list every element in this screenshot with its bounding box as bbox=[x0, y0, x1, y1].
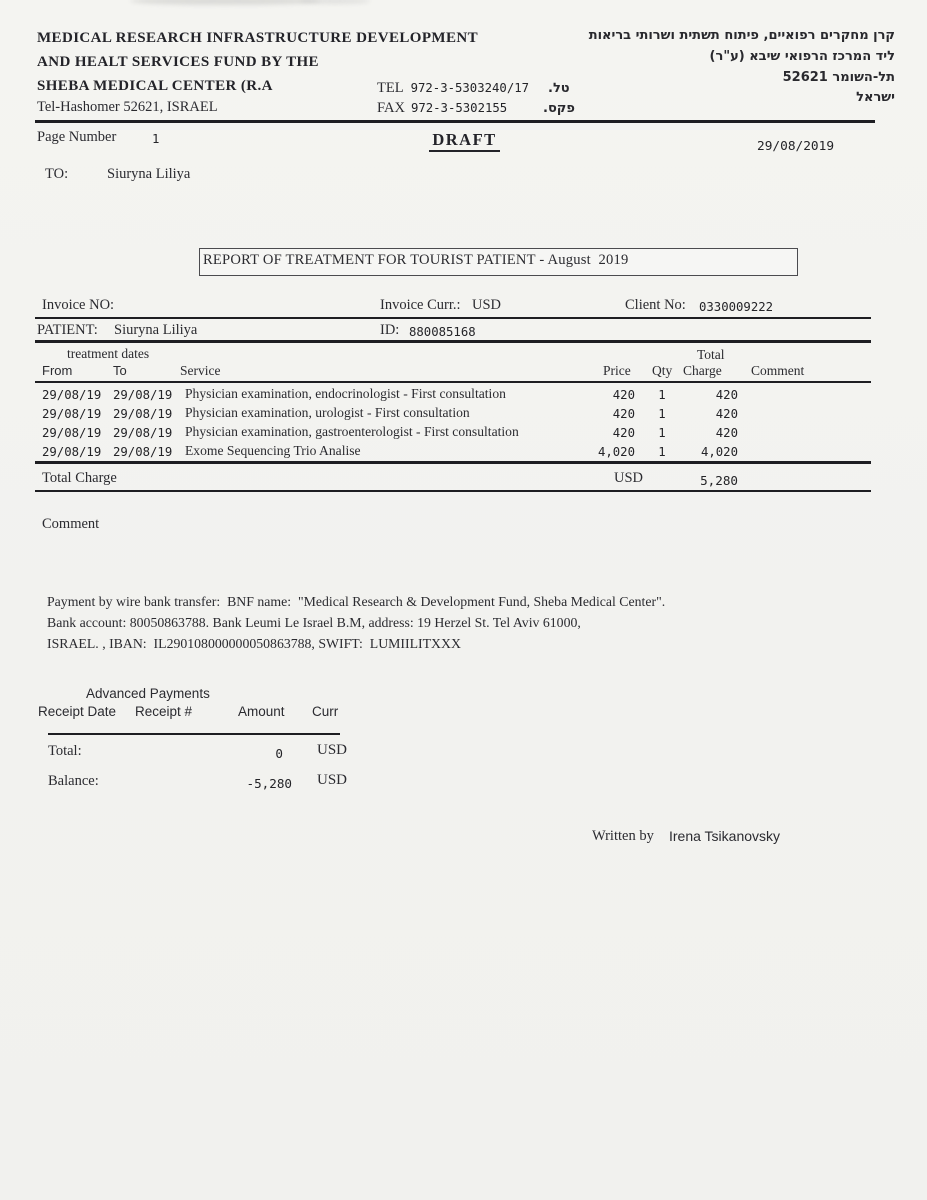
advanced-balance-label: Balance: bbox=[48, 773, 99, 789]
row-to-date: 29/08/19 bbox=[113, 388, 173, 402]
col-header-service: Service bbox=[180, 363, 221, 378]
total-charge-currency: USD bbox=[614, 470, 644, 486]
fax-label-hebrew: פקס. bbox=[543, 101, 575, 116]
row-to-date: 29/08/19 bbox=[113, 426, 173, 440]
row-service: Physician examination, endocrinologist - First consultation bbox=[185, 386, 506, 401]
advanced-balance-amount: -5,280 bbox=[246, 776, 292, 791]
draft-stamp: DRAFT bbox=[397, 130, 532, 150]
row-qty: 1 bbox=[658, 388, 666, 402]
row-to-date: 29/08/19 bbox=[113, 407, 173, 421]
written-by-label: Written by bbox=[592, 828, 654, 844]
table-header-divider bbox=[35, 381, 871, 383]
row-from-date: 29/08/19 bbox=[42, 426, 102, 440]
col-header-charge: Charge bbox=[683, 363, 722, 378]
row-from-date: 29/08/19 bbox=[42, 388, 102, 402]
advanced-total-amount: 0 bbox=[275, 746, 283, 761]
patient-id-value: 880085168 bbox=[409, 325, 476, 339]
invoice-curr-value: USD bbox=[472, 297, 502, 313]
org-hebrew-line-3: תל-השומר 52621 bbox=[782, 70, 895, 85]
client-no-value: 0330009222 bbox=[699, 300, 774, 314]
client-no-label: Client No: bbox=[625, 297, 686, 313]
invoice-divider bbox=[35, 317, 871, 319]
row-service: Physician examination, gastroenterologist - First consultation bbox=[185, 424, 519, 439]
org-name-line-1: MEDICAL RESEARCH INFRASTRUCTURE DEVELOPMENT bbox=[37, 30, 479, 46]
advanced-total-label: Total: bbox=[48, 743, 82, 759]
scan-artifact bbox=[130, 0, 320, 5]
row-price: 420 bbox=[612, 426, 635, 440]
patient-id-label: ID: bbox=[380, 322, 400, 338]
document-date: 29/08/2019 bbox=[757, 139, 835, 154]
row-price: 420 bbox=[612, 388, 635, 402]
col-header-curr: Curr bbox=[312, 704, 339, 719]
row-qty: 1 bbox=[658, 445, 666, 459]
col-header-to: To bbox=[113, 363, 127, 378]
invoice-curr-label: Invoice Curr.: bbox=[380, 297, 461, 313]
row-service: Exome Sequencing Trio Analise bbox=[185, 443, 361, 458]
col-header-receipt-date: Receipt Date bbox=[38, 704, 117, 719]
advanced-payments-title: Advanced Payments bbox=[86, 686, 210, 701]
page-number-label: Page Number bbox=[37, 129, 117, 145]
tel-label-hebrew: טל. bbox=[548, 81, 570, 96]
org-hebrew-line-1: קרן מחקרים רפואיים, פיתוח תשתית ושרותי בריאות bbox=[588, 28, 895, 43]
header-divider bbox=[35, 120, 875, 123]
org-hebrew-line-4: ישראל bbox=[856, 90, 895, 105]
row-charge: 420 bbox=[715, 388, 738, 402]
total-divider bbox=[35, 490, 871, 492]
col-header-receipt-num: Receipt # bbox=[135, 704, 193, 719]
org-hebrew-line-2: ליד המרכז הרפואי שיבא (ע"ר) bbox=[709, 49, 895, 64]
payment-line-1: Payment by wire bank transfer: BNF name: "Medical Research & Development Fund, Sheba Medical Center". bbox=[47, 594, 666, 609]
org-name-line-3: SHEBA MEDICAL CENTER (R.A bbox=[37, 78, 273, 94]
advanced-balance-curr: USD bbox=[317, 772, 348, 788]
col-header-amount: Amount bbox=[238, 704, 285, 719]
total-group-header: Total bbox=[697, 347, 725, 362]
fax-line bbox=[377, 99, 507, 117]
row-from-date: 29/08/19 bbox=[42, 445, 102, 459]
total-charge-label: Total Charge bbox=[42, 470, 117, 486]
report-title-box bbox=[199, 248, 798, 276]
treatment-dates-group-header: treatment dates bbox=[67, 346, 150, 361]
report-title: REPORT OF TREATMENT FOR TOURIST PATIENT - August 2019 bbox=[203, 252, 629, 268]
fax-label: FAX bbox=[377, 100, 405, 116]
col-header-qty: Qty bbox=[652, 363, 673, 378]
page-number-value: 1 bbox=[152, 132, 160, 146]
patient-name: Siuryna Liliya bbox=[114, 322, 198, 338]
row-from-date: 29/08/19 bbox=[42, 407, 102, 421]
payment-line-2: Bank account: 80050863788. Bank Leumi Le Israel B.M, address: 19 Herzel St. Tel Aviv 61000, bbox=[47, 615, 581, 630]
invoice-no-label: Invoice NO: bbox=[42, 297, 115, 313]
col-header-from: From bbox=[42, 363, 73, 378]
tel-label: TEL bbox=[377, 80, 404, 96]
col-header-comment: Comment bbox=[751, 363, 805, 378]
written-by-name: Irena Tsikanovsky bbox=[669, 828, 781, 844]
scan-artifact bbox=[300, 0, 370, 4]
row-charge: 420 bbox=[715, 426, 738, 440]
advanced-total-curr: USD bbox=[317, 742, 348, 758]
table-bottom-divider bbox=[35, 461, 871, 464]
total-charge-value: 5,280 bbox=[700, 473, 738, 488]
row-price: 4,020 bbox=[597, 445, 635, 459]
org-address: Tel-Hashomer 52621, ISRAEL bbox=[37, 99, 218, 115]
row-charge: 420 bbox=[715, 407, 738, 421]
row-price: 420 bbox=[612, 407, 635, 421]
tel-value: 972-3-5303240/17 bbox=[410, 81, 530, 95]
org-name-line-2: AND HEALT SERVICES FUND BY THE bbox=[37, 54, 319, 70]
to-name: Siuryna Liliya bbox=[107, 166, 191, 182]
fax-value: 972-3-5302155 bbox=[410, 101, 508, 115]
advanced-payments-divider bbox=[48, 733, 340, 735]
tel-line bbox=[377, 79, 529, 97]
comment-label: Comment bbox=[42, 516, 100, 532]
patient-divider bbox=[35, 340, 871, 343]
col-header-price: Price bbox=[603, 363, 631, 378]
row-charge: 4,020 bbox=[700, 445, 738, 459]
row-qty: 1 bbox=[658, 407, 666, 421]
row-service: Physician examination, urologist - First consultation bbox=[185, 405, 470, 420]
to-label: TO: bbox=[45, 166, 69, 182]
row-qty: 1 bbox=[658, 426, 666, 440]
patient-label: PATIENT: bbox=[37, 322, 98, 338]
row-to-date: 29/08/19 bbox=[113, 445, 173, 459]
payment-line-3: ISRAEL. , IBAN: IL290108000000050863788, SWIFT: LUMIILITXXX bbox=[47, 636, 461, 651]
